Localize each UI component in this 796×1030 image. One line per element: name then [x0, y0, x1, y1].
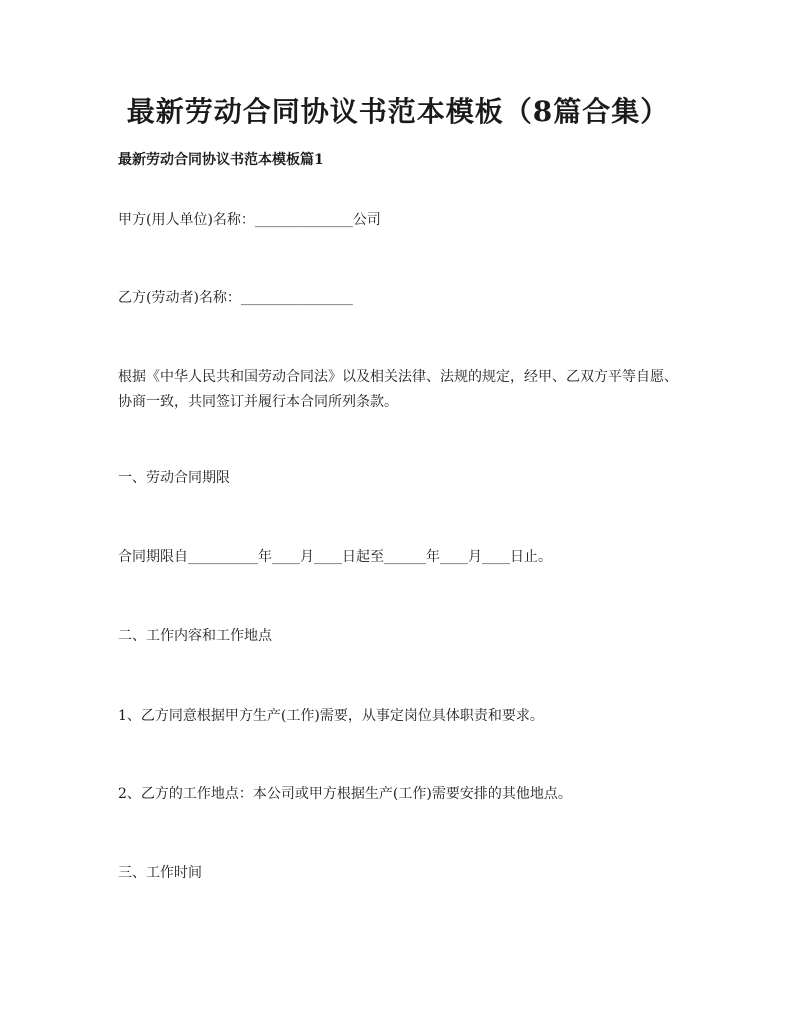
- section-title: 最新劳动合同协议书范本模板篇1: [118, 152, 324, 168]
- work-content-item-2: 2、乙方的工作地点：本公司或甲方根据生产(工作)需要安排的其他地点。: [118, 786, 572, 802]
- party-a-name-line: 甲方(用人单位)名称：______________公司: [118, 212, 381, 228]
- clause-heading-work-content: 二、工作内容和工作地点: [118, 628, 272, 644]
- document-title: 最新劳动合同协议书范本模板（8篇合集）: [126, 95, 670, 128]
- work-content-item-1: 1、乙方同意根据甲方生产(工作)需要，从事定岗位具体职责和要求。: [118, 708, 544, 724]
- clause-heading-contract-term: 一、劳动合同期限: [118, 470, 230, 486]
- party-b-name-line: 乙方(劳动者)名称：________________: [118, 290, 353, 306]
- clause-heading-working-hours: 三、工作时间: [118, 865, 202, 881]
- contract-term-line: 合同期限自__________年____月____日起至______年____月____日止。: [118, 549, 552, 565]
- preamble-paragraph: 根据《中华人民共和国劳动合同法》以及相关法律、法规的规定，经甲、乙双方平等自愿、协商一致，共同签订并履行本合同所列条款。: [118, 369, 678, 410]
